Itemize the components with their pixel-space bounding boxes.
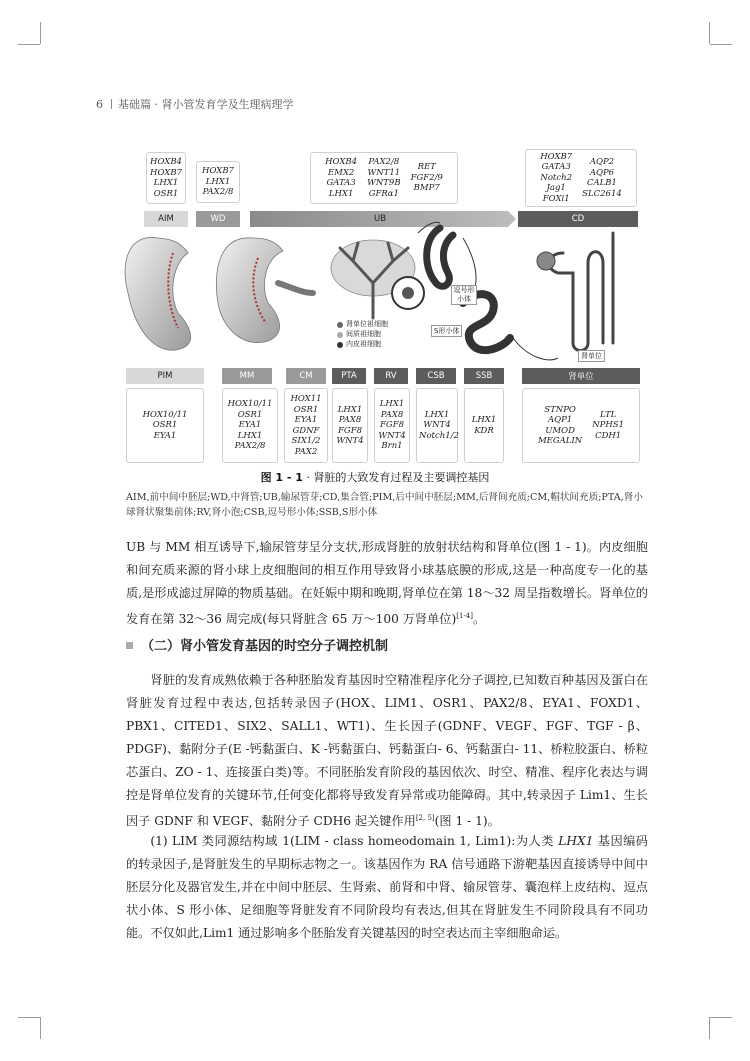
page-number: 6 (96, 98, 103, 111)
gene-label: WNT9B (367, 178, 401, 188)
running-header (96, 96, 294, 112)
legend-item: 间质祖细胞 (346, 330, 381, 338)
gene-label: EMX2 (327, 167, 355, 178)
tag-nephron: 肾单位 (522, 368, 640, 384)
gene-label: BMP7 (413, 183, 440, 194)
gene-label: LHX1 (471, 415, 497, 425)
citation: [2, 5] (415, 814, 435, 822)
gene-label: FGF8 (338, 425, 362, 436)
crop-mark (710, 1017, 732, 1018)
gene-label: Jag1 (546, 183, 566, 194)
gene-label: HOX10/11 (227, 399, 273, 410)
gene-label: UMOD (545, 425, 575, 436)
text-run: 肾脏的发育成熟依赖于各种胚胎发育基因时空精准程序化分子调控,已知数百种基因及蛋白在肾脏发育过程中表达,包括转录因子(HOX、LIM1、OSR1、PAX2/8、EYA1、FOXD1、PBX1、CITED1、SIX2、SALL1、WT1)、生长因子(GDNF、VEGF、FGF、TGF - β、PDGF)、黏附分子(E -钙黏蛋白、K -钙黏蛋白、钙黏蛋白- 6、钙黏蛋白- 11、桥粒胶蛋白、桥粒芯蛋白、ZO - 1、连接蛋白类)等。不同胚胎发育阶段的基因依次、时空、精准、程序化表达与调控是肾单位发育的关键环节,任何变化都将导致发育异常或功能障碍。其中,转录因子 Lim1、生长因子 GDNF 和 VEGF、黏附分子 CDH6 起关键作用 (126, 673, 648, 829)
running-title: 基础篇 · 肾小管发育学及生理病理学 (118, 98, 294, 111)
crop-mark (709, 1017, 710, 1039)
gene-label: AQP6 (589, 167, 615, 178)
gene-box-pta (332, 388, 368, 463)
gene-box-pim (126, 388, 204, 463)
gene-label: Notch1/2 (419, 430, 459, 441)
gene-label: AQP1 (547, 415, 573, 425)
gene-label: Brn1 (381, 441, 403, 452)
embryo-late (216, 238, 283, 343)
crop-mark (40, 1017, 41, 1039)
crop-mark (709, 22, 710, 44)
tag-csb: CSB (416, 368, 456, 384)
gene-label: EYA1 (294, 415, 318, 425)
gene-label: MEGALIN (537, 436, 583, 446)
gene-label: STNPO (544, 404, 576, 415)
gene-label: HOXB4 (325, 157, 358, 167)
gene-box-cm (284, 388, 328, 463)
gene-label: FOXi1 (542, 193, 570, 204)
gene-label: CALB1 (586, 178, 617, 188)
gene-label: WNT11 (367, 167, 401, 178)
tag-wd: WD (196, 211, 240, 227)
gene-box-ub (310, 152, 458, 204)
gene-box-rv (374, 388, 410, 463)
gene-label: PAX2/8 (234, 441, 266, 452)
text-run: (图 1 - 1)。 (434, 814, 500, 829)
paragraph-nephron-growth (126, 536, 648, 631)
cell-legend (346, 319, 388, 349)
gene-label: LHX1 (337, 404, 363, 415)
gene-label: WNT4 (378, 430, 406, 441)
text-run: 。 (472, 612, 486, 627)
tag-pta: PTA (332, 368, 366, 384)
gene-label: AQP2 (589, 157, 615, 167)
gene-label: WNT4 (423, 420, 451, 431)
gene-label: LHX1 (328, 188, 354, 199)
s-body-label: S形小体 (431, 325, 462, 337)
section-heading (126, 635, 388, 654)
gene-label: EYA1 (238, 420, 262, 431)
gene-label: FGF2/9 (410, 172, 443, 183)
tag-ub: UB (373, 214, 387, 224)
crop-mark (18, 44, 40, 45)
nephron-drawing (549, 233, 613, 351)
gene-box-csb (416, 388, 458, 463)
gene-label: EYA1 (153, 430, 177, 441)
legend-item: 内皮祖细胞 (346, 340, 381, 348)
gene-label: HOXB4 (150, 157, 182, 167)
legend-item: 肾单位祖细胞 (346, 320, 388, 328)
crop-mark (40, 22, 41, 44)
caption-text: 肾脏的大致发育过程及主要调控基因 (313, 471, 490, 484)
square-bullet-icon (126, 642, 133, 649)
paragraph-text (126, 669, 648, 833)
gene-box-wd (196, 161, 240, 203)
gene-label: HOX10/11 (142, 409, 188, 420)
gene-label: PAX2/8 (202, 187, 234, 198)
gene-label: LHX1 (237, 430, 263, 441)
gene-label: SIX1/2 (291, 436, 321, 446)
gene-label: HOXB7 (540, 151, 573, 162)
tag-pim: PIM (126, 368, 204, 384)
gene-label: GDNF (292, 425, 320, 436)
kidney-development-figure (118, 143, 660, 478)
tag-ssb: SSB (464, 368, 504, 384)
embryo-early (125, 237, 191, 350)
gene-box-mm (222, 388, 278, 463)
gene-label: OSR1 (237, 409, 263, 420)
tag-aim: AIM (144, 211, 188, 227)
gene-label: RET (417, 162, 436, 173)
gene-label: GFRα1 (368, 188, 399, 199)
text-run: UB 与 MM 相互诱导下,输尿管芽呈分支状,形成肾脏的放射状结构和肾单位(图 1 - 1)。内皮细胞和间充质来源的肾小球上皮细胞间的相互作用导致肾小球基底膜的形成,这是一种高度专一化的基质,是形成滤过屏障的物质基础。在妊娠中期和晚期,肾单位在第 18～32 周呈指数增长。肾单位的发育在第 32～36 周完成(每只肾脏含 65 万～100 万肾单位) (126, 540, 648, 627)
gene-label: OSR1 (153, 188, 179, 199)
gene-label: GATA3 (541, 162, 571, 173)
gene-label: LHX1 (205, 176, 231, 187)
crop-mark (18, 1017, 40, 1018)
gene-label: PAX8 (338, 415, 362, 425)
nephron-label: 肾单位 (578, 350, 605, 362)
citation: [1-4] (456, 612, 473, 620)
gene-label: PAX2/8 (368, 157, 400, 167)
gene-label: SLC2614 (582, 188, 622, 199)
gene-label: LHX1 (153, 178, 179, 188)
tag-rv: RV (374, 368, 408, 384)
gene-label: FGF8 (380, 420, 404, 431)
tag-cd: CD (518, 211, 638, 227)
paragraph-lim1 (126, 830, 648, 945)
gene-label: Notch2 (540, 172, 572, 183)
gene-label: WNT4 (336, 436, 364, 446)
tag-mm: MM (222, 368, 272, 384)
gene-label: LHX1 (379, 399, 405, 410)
gene-box-nephron (522, 388, 640, 463)
paragraph-text (126, 536, 648, 631)
gene-label: HOXB7 (150, 167, 182, 178)
gene-label: GATA3 (326, 178, 356, 188)
comma-body-label: 逗号形小体 (451, 285, 477, 305)
caption-label: 图 1 - 1 (260, 471, 303, 484)
gene-box-cd (525, 149, 637, 207)
gene-label: OSR1 (293, 404, 319, 415)
gene-box-aim (146, 152, 186, 204)
text-run: (1) LIM 类同源结构域 1(LIM - class homeodomain 1, Lim1):为人类 (150, 834, 559, 848)
gene-label: PAX8 (380, 409, 404, 420)
paragraph-text (126, 830, 648, 945)
gene-label: OSR1 (152, 420, 178, 431)
abbreviation-note: AIM,前中间中胚层;WD,中肾管;UB,输尿管芽;CD,集合管;PIM,后中间中胚层;MM,后肾间充质;CM,帽状间充质;PTA,肾小球肾状聚集前体;RV,肾小泡;CSB,逗号形小体;SSB,S形小体 (126, 492, 643, 518)
gene-label: NPHS1 (592, 420, 625, 431)
gene-box-ssb (464, 388, 504, 463)
crop-mark (710, 44, 732, 45)
comma-shaped-body (427, 228, 453, 286)
tag-cm: CM (286, 368, 326, 384)
text-run: 基因编码的转录因子,是肾脏发生的早期标志物之一。该基因作为 RA 信号通路下游靶基因直接诱导中间中胚层分化及器官发生,并在中间中胚层、生肾索、前肾和中肾、输尿管芽、囊泡样上皮结构、逗点状小体、S 形小体、足细胞等肾脏发育不同阶段均有表达,但其在肾脏发生不同阶段具有不同功能。不仅如此,Lim1 通过影响多个胚胎发育关键基因的时空表达而主宰细胞命运。 (126, 834, 648, 940)
gene-label: KDR (474, 425, 494, 436)
figure-caption: 图 1 - 1 · 肾脏的大致发育过程及主要调控基因 (260, 471, 490, 484)
gene-label: CDH1 (595, 430, 622, 441)
gene-name: LHX1 (558, 834, 594, 848)
paragraph-gene-regulation (126, 669, 648, 833)
gene-label: LHX1 (424, 409, 450, 420)
gene-label: HOX11 (290, 394, 322, 404)
gene-label: LTL (600, 409, 617, 420)
gene-label: PAX2 (294, 446, 318, 457)
section-heading-text: （二）肾小管发育基因的时空分子调控机制 (141, 639, 389, 654)
gene-label: HOXB7 (202, 166, 234, 177)
header-divider (111, 99, 112, 109)
